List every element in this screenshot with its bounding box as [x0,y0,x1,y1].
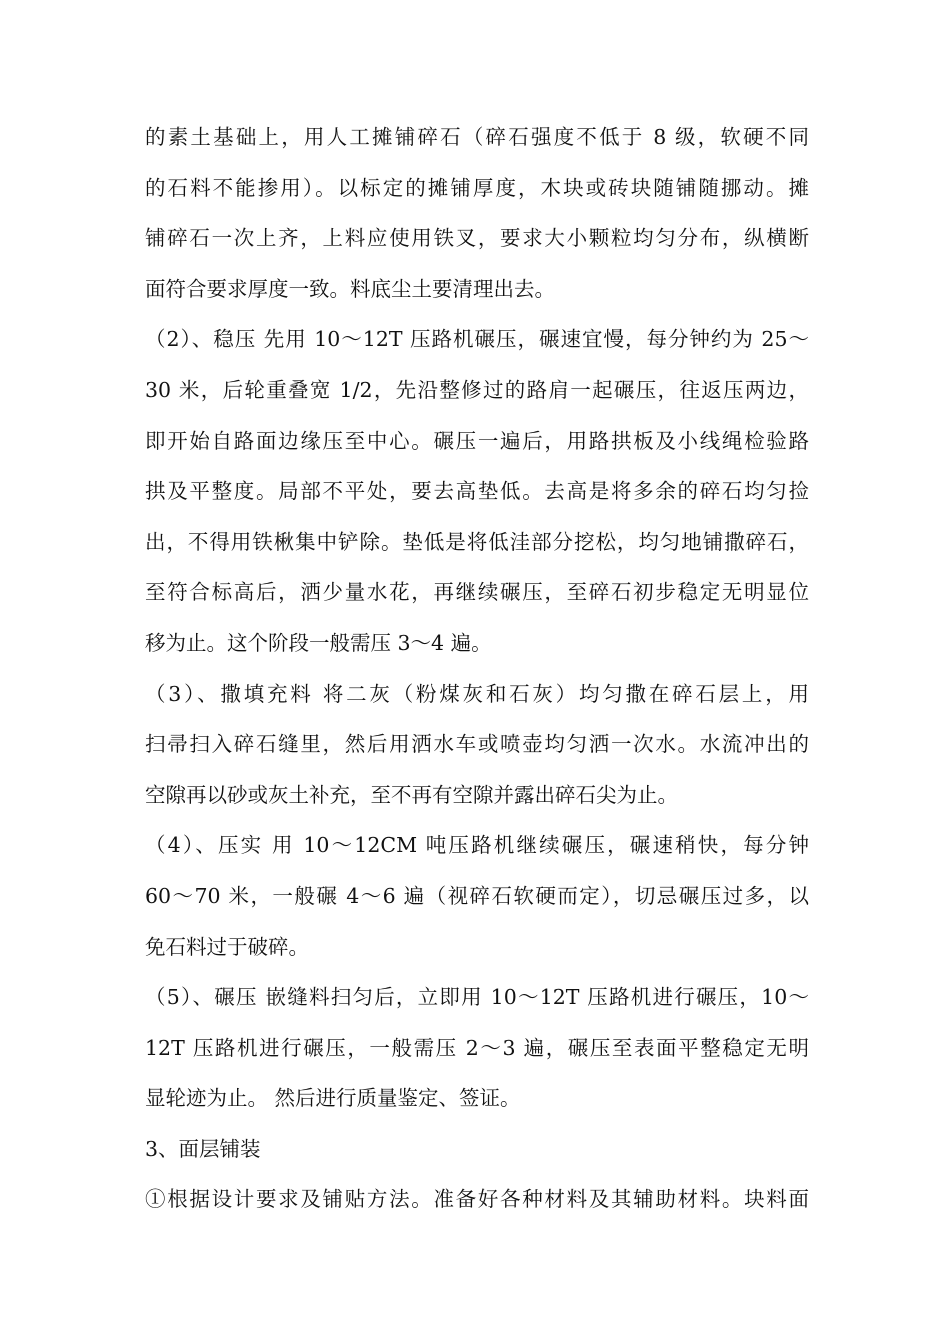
paragraph-line: 出，不得用铁楸集中铲除。垫低是将低洼部分挖松，均匀地铺撒碎石， [145,529,809,554]
paragraph-line: （5）、碾压 嵌缝料扫匀后，立即用 10～12T 压路机进行碾压，10～ [145,985,809,1010]
paragraph-line: （2）、稳压 先用 10～12T 压路机碾压，碾速宜慢，每分钟约为 25～ [145,327,809,352]
paragraph-line: ①根据设计要求及铺贴方法。准备好各种材料及其辅助材料。块料面 [145,1187,809,1212]
paragraph-line: 的素土基础上，用人工摊铺碎石（碎石强度不低于 8 级，软硬不同 [145,125,809,149]
paragraph-line: 铺碎石一次上齐，上料应使用铁叉，要求大小颗粒均匀分布，纵横断 [145,226,809,251]
paragraph-line: 拱及平整度。局部不平处，要去高垫低。去高是将多余的碎石均匀捡 [145,479,809,504]
paragraph-line: 面符合要求厚度一致。料底尘土要清理出去。 [145,276,555,301]
paragraph-line: 空隙再以砂或灰土补充，至不再有空隙并露出碎石尖为止。 [145,782,678,807]
paragraph-line: （3）、撒填充料 将二灰（粉煤灰和石灰）均匀撒在碎石层上，用 [145,681,809,706]
body-text [145,112,809,1225]
paragraph-line: 的石料不能掺用）。以标定的摊铺厚度，木块或砖块随铺随挪动。摊 [145,175,809,200]
paragraph-line: 至符合标高后，洒少量水花，再继续碾压，至碎石初步稳定无明显位 [145,580,809,605]
paragraph-line: 扫帚扫入碎石缝里，然后用洒水车或喷壶均匀洒一次水。水流冲出的 [145,732,809,757]
paragraph-line: 免石料过于破碎。 [145,934,309,959]
paragraph-line: 12T 压路机进行碾压，一般需压 2～3 遍，碾压至表面平整稳定无明 [145,1035,809,1060]
paragraph-line: 60～70 米，一般碾 4～6 遍（视碎石软硬而定），切忌碾压过多，以 [145,883,809,908]
paragraph-line: 30 米，后轮重叠宽 1/2，先沿整修过的路肩一起碾压，往返压两边， [145,377,809,402]
paragraph-line: 即开始自路面边缘压至中心。碾压一遍后，用路拱板及小线绳检验路 [145,428,809,453]
paragraph-line: 移为止。这个阶段一般需压 3～4 遍。 [145,630,492,655]
paragraph-line: 显轮迹为止。 然后进行质量鉴定、签证。 [145,1086,521,1111]
section-heading: 3、面层铺装 [145,1136,261,1161]
paragraph-line: （4）、压实 用 10～12CM 吨压路机继续碾压，碾速稍快，每分钟 [145,833,809,858]
